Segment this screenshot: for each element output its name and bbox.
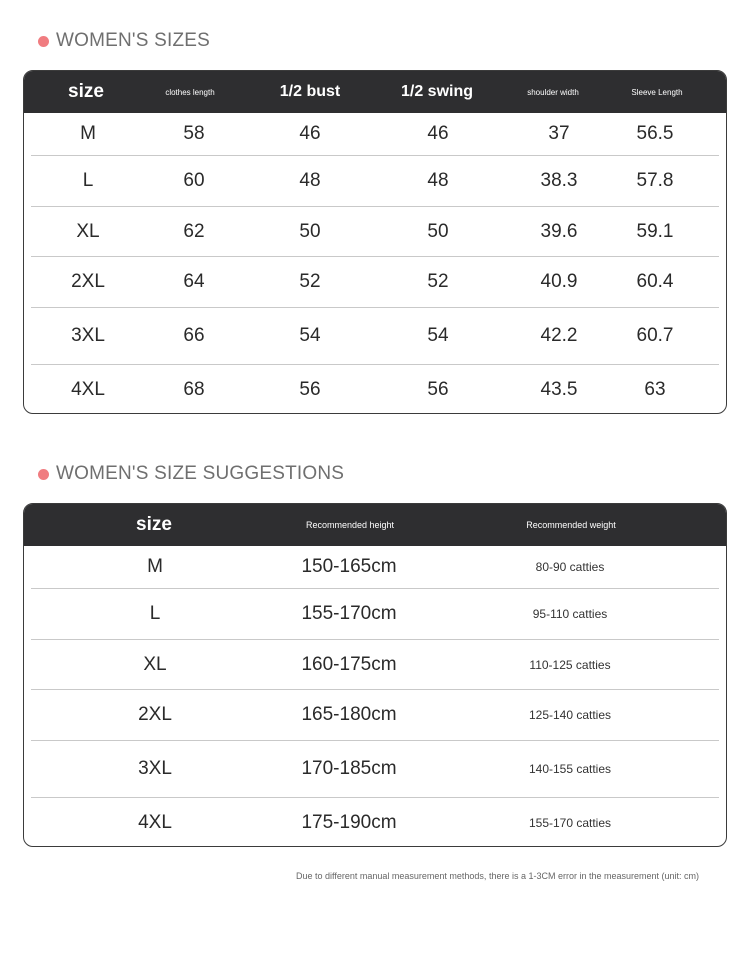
cell-sleeve-length: 56.5	[636, 123, 674, 144]
cell-size: L	[82, 170, 94, 191]
cell-weight: 80-90 catties	[535, 560, 605, 574]
bullet-dot-icon	[38, 36, 49, 47]
cell-shoulder-width: 42.2	[540, 325, 578, 346]
cell-shoulder-width: 37	[548, 123, 570, 144]
cell-clothes-length: 68	[183, 379, 205, 400]
sizes-table-header	[24, 71, 726, 113]
cell-size: 3XL	[138, 758, 172, 779]
table-row	[31, 546, 719, 589]
cell-shoulder-width: 38.3	[540, 170, 578, 191]
suggestions-table-header	[24, 504, 726, 546]
cell-clothes-length: 58	[183, 123, 205, 144]
cell-shoulder-width: 39.6	[540, 220, 578, 242]
header-recommended-height: Recommended height	[305, 520, 395, 530]
cell-half-swing: 54	[427, 325, 449, 346]
header-half-bust: 1/2 bust	[279, 83, 341, 100]
cell-weight: 125-140 catties	[528, 708, 612, 722]
header-size: size	[136, 514, 172, 535]
cell-sleeve-length: 60.4	[636, 271, 674, 292]
cell-sleeve-length: 63	[644, 379, 666, 400]
sizes-table	[23, 70, 727, 414]
bullet-dot-icon	[38, 469, 49, 480]
suggestions-title-text: WOMEN'S SIZE SUGGESTIONS	[56, 463, 345, 484]
header-recommended-weight: Recommended weight	[526, 520, 616, 530]
cell-half-swing: 52	[427, 271, 449, 292]
header-clothes-length: clothes length	[165, 87, 215, 97]
table-row	[31, 640, 719, 690]
cell-sleeve-length: 59.1	[636, 220, 674, 242]
cell-height: 175-190cm	[301, 812, 397, 833]
suggestions-section-title	[38, 463, 344, 485]
cell-sleeve-length: 57.8	[636, 170, 674, 191]
cell-half-swing: 56	[427, 379, 449, 400]
cell-half-swing: 50	[427, 220, 449, 242]
cell-height: 160-175cm	[301, 653, 397, 675]
cell-size: 4XL	[138, 812, 172, 833]
cell-half-swing: 46	[427, 123, 449, 144]
cell-shoulder-width: 43.5	[540, 379, 578, 400]
table-row	[31, 257, 719, 308]
cell-shoulder-width: 40.9	[540, 271, 578, 292]
cell-size: XL	[76, 220, 100, 242]
table-row	[31, 798, 719, 847]
table-row	[31, 365, 719, 414]
header-shoulder-width: shoulder width	[527, 87, 579, 97]
cell-half-swing: 48	[427, 170, 449, 191]
table-row	[31, 741, 719, 798]
suggestions-table	[23, 503, 727, 847]
cell-sleeve-length: 60.7	[636, 325, 674, 346]
cell-size: 3XL	[71, 325, 105, 346]
header-half-swing: 1/2 swing	[400, 83, 474, 100]
cell-height: 155-170cm	[301, 603, 397, 624]
cell-half-bust: 48	[299, 170, 321, 191]
sizes-section-title	[38, 30, 210, 52]
cell-clothes-length: 64	[183, 271, 205, 292]
cell-weight: 95-110 catties	[532, 607, 608, 621]
cell-weight: 140-155 catties	[528, 762, 612, 776]
cell-clothes-length: 66	[183, 325, 205, 346]
table-row	[31, 690, 719, 741]
cell-weight: 155-170 catties	[528, 816, 612, 830]
header-size: size	[68, 81, 104, 102]
cell-size: 2XL	[138, 704, 172, 725]
sizes-title-text: WOMEN'S SIZES	[56, 30, 211, 51]
cell-size: M	[80, 123, 96, 144]
cell-size: XL	[143, 653, 167, 675]
cell-size: L	[149, 603, 161, 624]
cell-size: M	[147, 556, 163, 577]
cell-half-bust: 52	[299, 271, 321, 292]
cell-half-bust: 50	[299, 220, 321, 242]
table-row	[31, 308, 719, 365]
measurement-footnote: Due to different manual measurement methods, there is a 1-3CM error in the measurement (unit: cm)	[296, 871, 700, 881]
cell-weight: 110-125 catties	[529, 657, 611, 672]
cell-half-bust: 54	[299, 325, 321, 346]
cell-size: 2XL	[71, 271, 105, 292]
table-row	[31, 589, 719, 640]
cell-half-bust: 46	[299, 123, 321, 144]
cell-height: 165-180cm	[301, 704, 397, 725]
table-row	[31, 207, 719, 257]
cell-clothes-length: 62	[183, 220, 205, 242]
cell-clothes-length: 60	[183, 170, 205, 191]
header-sleeve-length: Sleeve Length	[631, 87, 683, 97]
table-row	[31, 156, 719, 207]
table-row	[31, 113, 719, 156]
cell-half-bust: 56	[299, 379, 321, 400]
cell-size: 4XL	[71, 379, 105, 400]
cell-height: 170-185cm	[301, 758, 397, 779]
cell-height: 150-165cm	[301, 556, 397, 577]
